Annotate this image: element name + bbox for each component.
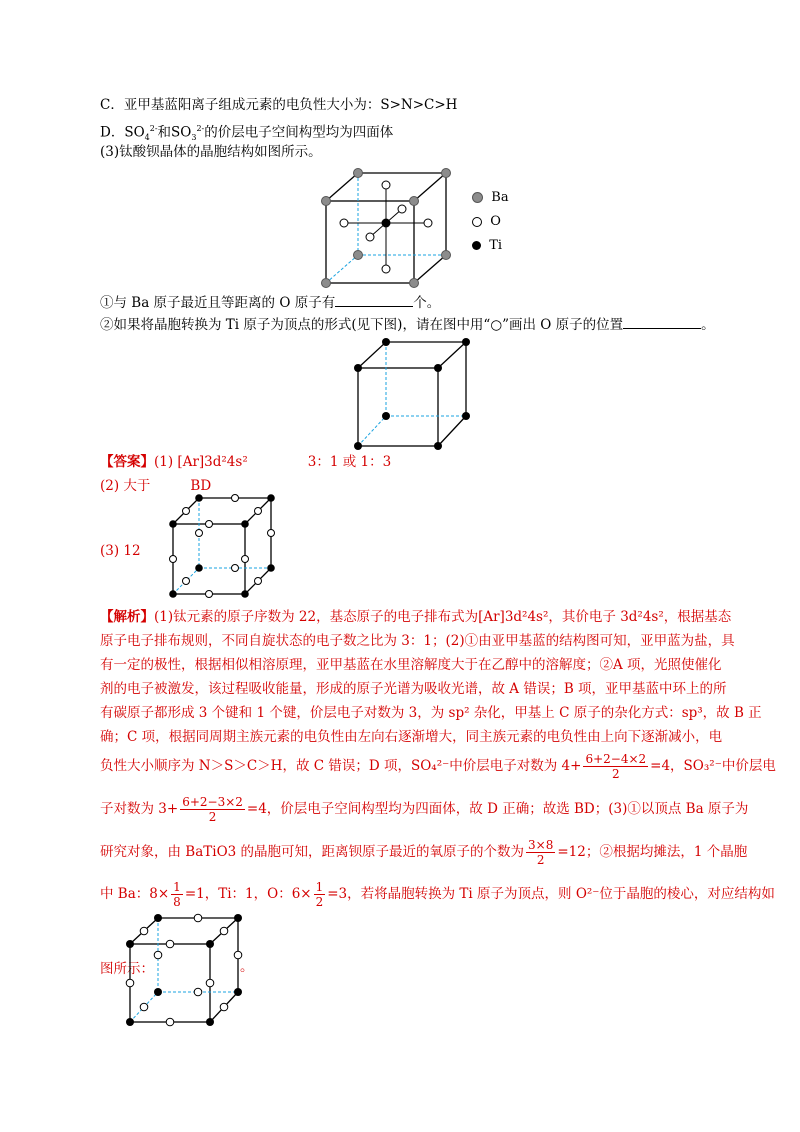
answer-blank-2[interactable]: [623, 316, 701, 329]
part3-intro: (3)钛酸钡晶体的晶胞结构如图所示。: [100, 144, 322, 160]
answer-line-3: (3) 12: [100, 543, 141, 559]
batio3-unit-cell-figure: [318, 165, 458, 287]
analysis-line-9: 研究对象，由 BaTiO3 的晶胞可知，距离钡原子最近的氧原子的个数为 $\frac{3\times 8}{2}$ =12；②根据均摊法，1 个晶胞: [100, 838, 748, 867]
analysis-line-4: 剂的电子被激发，该过程吸收能量，形成的原子光谱为吸收光谱，故 A 错误；B 项，亚甲基蓝中环上的所: [100, 681, 727, 697]
analysis-line-8: 子对数为 3+ $\frac{6+2-3\times 2}{2}$ =4，价层电子空间构型均为四面体，故 D 正确；故选 BD；(3)①以顶点 Ba 原子为: [100, 795, 749, 824]
legend-ba: Ba: [472, 190, 509, 214]
option-d: D．$SO_4^{2-}$和$SO_3^{2-}$的价层电子空间构型均为四面体: [100, 124, 394, 143]
analysis-line-7: 负性大小顺序为 N＞S＞C＞H，故 C 错误；D 项，SO₄²⁻中价层电子对数为 4+ $\frac{6+2-4\times 2}{2}$ =4，SO₃²⁻中价层电: [100, 752, 776, 781]
question-2: ②如果将晶胞转换为 Ti 原子为顶点的形式(见下图)，请在图中用“○”画出 O 原子的位置 。: [100, 317, 715, 333]
option-c: C．亚甲基蓝阳离子组成元素的电负性大小为：S>N>C>H: [100, 97, 458, 113]
legend: [472, 190, 509, 262]
analysis-line-11: 图所示：: [100, 961, 154, 977]
legend-o: O: [472, 214, 509, 238]
analysis-line-6: 确；C 项，根据同周期主族元素的电负性由左向右逐渐增大，同主族元素的电负性由上向下逐渐减小，电: [100, 729, 723, 745]
answer-line-1: 【答案】(1) [Ar]3d²4s² 3：1 或 1：3: [100, 454, 392, 470]
analysis-line-5: 有碳原子都形成 3 个键和 1 个键，价层电子对数为 3，为 sp² 杂化，甲基上 C 原子的杂化方式：sp³，故 B 正: [100, 705, 762, 721]
answer-line-2: (2) 大于 BD: [100, 478, 212, 494]
legend-ti: Ti: [472, 238, 509, 262]
answer-cube-figure: [165, 492, 280, 600]
question-1: ①与 Ba 原子最近且等距离的 O 原子有 个。: [100, 295, 441, 311]
analysis-line-1: 【解析】(1)钛元素的原子序数为 22，基态原子的电子排布式为[Ar]3d²4s²，其价电子 3d²4s²，根据基态: [100, 609, 732, 625]
analysis-cube-figure: [122, 912, 247, 1027]
analysis-line-11-end: 。: [240, 959, 254, 975]
ti-cube-figure[interactable]: [350, 336, 475, 451]
answer-blank-1[interactable]: [335, 294, 413, 307]
analysis-line-3: 有一定的极性，根据相似相溶原理，亚甲基蓝在水里溶解度大于在乙醇中的溶解度；②A 项，光照使催化: [100, 657, 722, 673]
analysis-line-10: 中 Ba：8× $\frac{1}{8}$ =1，Ti：1，O：6× $\frac{1}{2}$ =3，若将晶胞转换为 Ti 原子为顶点，则 O²⁻位于晶胞的棱心，对应结构如: [100, 880, 775, 909]
analysis-line-2: 原子电子排布规则，不同自旋状态的电子数之比为 3：1；(2)①由亚甲基蓝的结构图可知，亚甲蓝为盐，具: [100, 633, 735, 649]
